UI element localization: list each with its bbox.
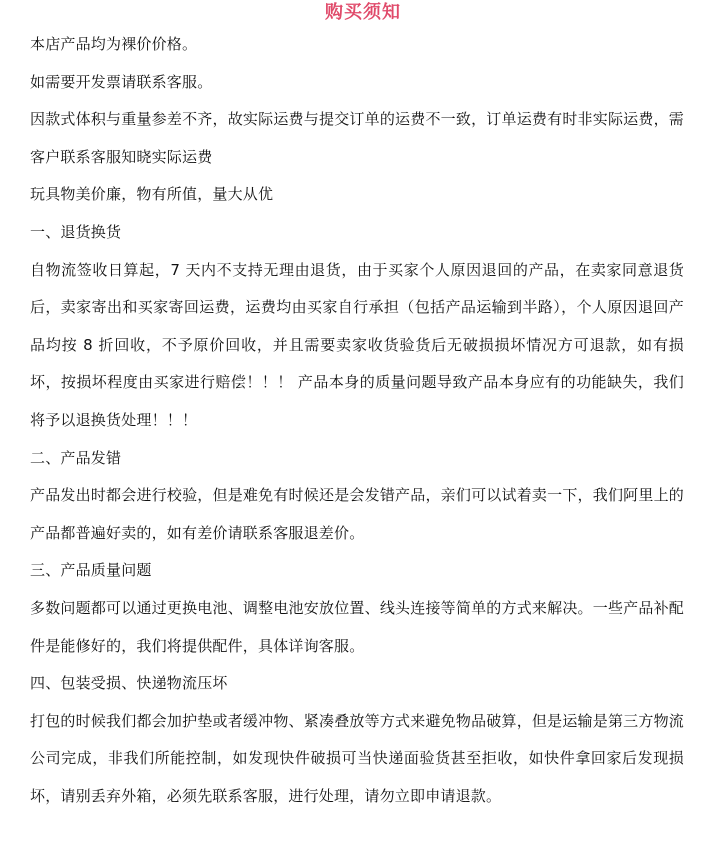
paragraph-wrong-item-policy: 产品发出时都会进行校验，但是难免有时候还是会发错产品，亲们可以试着卖一下，我们阿里上的产品都普遍好卖的，如有差价请联系客服退差价。 [30, 486, 684, 542]
section-heading-returns: 一、退货换货 [30, 222, 122, 241]
section-heading-damage: 四、包装受损、快递物流压坏 [30, 674, 228, 693]
paragraph-value-note: 玩具物美价廉，物有所值，量大从优 [30, 185, 274, 204]
paragraph-damage-policy: 打包的时候我们都会加护垫或者缓冲物、紧凑叠放等方式来避免物品破算，但是运输是第三方物流公司完成，非我们所能控制，如发现快件破损可当快递面验货甚至拒收，如快件拿回家后发现损坏，请别丢弃外箱，必须先联系客服，进行处理，请勿立即申请退款。 [30, 711, 684, 805]
page-title: 购买须知 [325, 2, 401, 23]
paragraph-invoice-note: 如需要开发票请联系客服。 [30, 72, 213, 91]
paragraph-price-note: 本店产品均为裸价价格。 [30, 35, 198, 53]
section-heading-quality: 三、产品质量问题 [30, 561, 152, 580]
paragraph-quality-policy: 多数问题都可以通过更换电池、调整电池安放位置、线头连接等简单的方式来解决。一些产品补配件是能修好的，我们将提供配件，具体详询客服。 [30, 598, 684, 655]
paragraph-returns-policy: 自物流签收日算起，7 天内不支持无理由退货，由于买家个人原因退回的产品，在卖家同意退货后，卖家寄出和买家寄回运费，运费均由买家自行承担（包括产品运输到半路），个人原因退回产品均按 8 折回收，不予原价回收，并且需要卖家收货验货后无破损损坏情况方可退款，如有损坏，按损坏程度由买家进行赔偿！！！ 产品本身的质量问题导致产品本身应有的功能缺失，我们将予以退换货处理！！！ [30, 260, 684, 429]
paragraph-shipping-note: 因款式体积与重量参差不齐，故实际运费与提交订单的运费不一致，订单运费有时非实际运费，需客户联系客服知晓实际运费 [30, 110, 684, 166]
section-heading-wrong-item: 二、产品发错 [30, 448, 122, 467]
notice-content [30, 26, 684, 815]
